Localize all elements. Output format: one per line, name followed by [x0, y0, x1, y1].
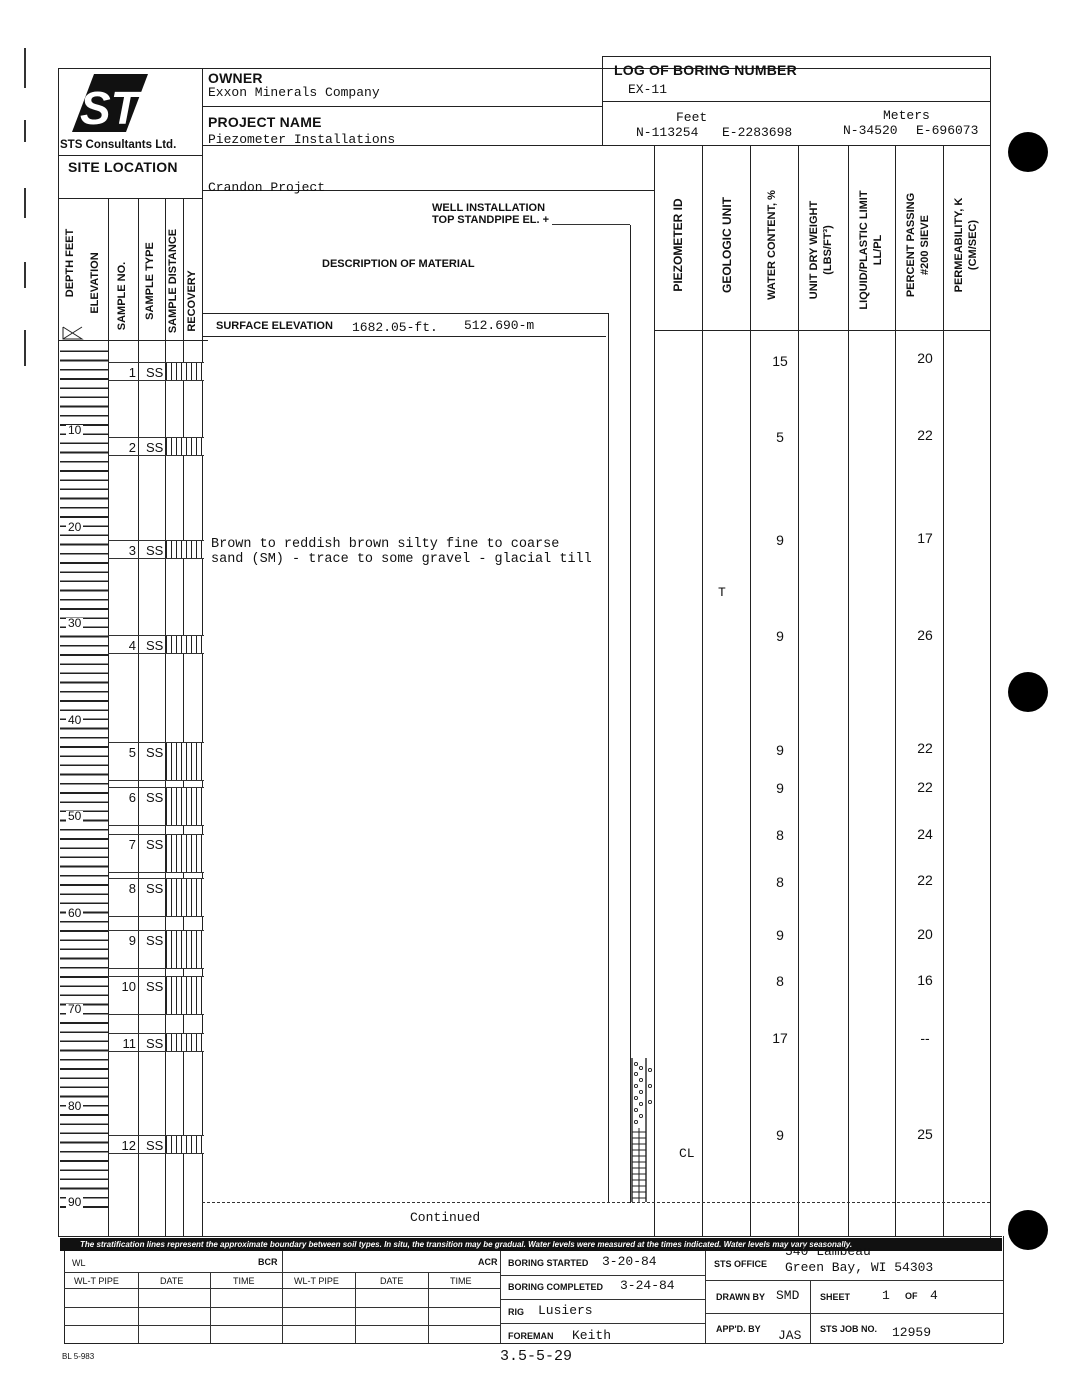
form-code: BL 5-983: [62, 1352, 95, 1361]
sts-office-line-2: Green Bay, WI 54303: [785, 1260, 934, 1275]
foreman-label: FOREMAN: [508, 1331, 554, 1341]
rig-label: RIG: [508, 1307, 525, 1317]
water-content-value: 5: [776, 429, 784, 445]
surface-elevation-m: 512.690-m: [464, 318, 535, 333]
sample-type: SS: [146, 979, 164, 994]
meters-label: Meters: [883, 108, 930, 123]
sample-recovery-hatch: [166, 1034, 204, 1051]
boring-started-value: 3-20-84: [602, 1254, 657, 1269]
owner-value: Exxon Minerals Company: [208, 85, 380, 100]
percent-passing-value: 22: [917, 779, 933, 795]
meters-east: E-696073: [916, 123, 979, 138]
water-content-value: 8: [776, 827, 784, 843]
sts-office-line-1: 540 Lambeau: [785, 1244, 871, 1259]
sample-type: SS: [146, 440, 164, 455]
of-label: OF: [905, 1291, 918, 1301]
bcr-label: BCR: [258, 1257, 278, 1267]
percent-passing-value: --: [920, 1030, 930, 1046]
water-content-value: 9: [776, 780, 784, 796]
sample-recovery-hatch: [166, 931, 204, 968]
percent-passing-value: 25: [917, 1126, 933, 1142]
boring-completed-value: 3-24-84: [620, 1278, 675, 1293]
depth-tick-label: 70: [68, 1002, 82, 1016]
feet-north: N-113254: [636, 125, 699, 140]
col-recovery: RECOVERY: [186, 270, 198, 332]
project-label: PROJECT NAME: [208, 114, 322, 130]
col-percent-passing: PERCENT PASSING: [905, 192, 917, 298]
binding-mark: [24, 262, 26, 288]
description-line-1: Brown to reddish brown silty fine to coarse: [211, 537, 560, 552]
drawn-by-value: SMD: [776, 1288, 800, 1303]
acr-label: ACR: [478, 1257, 498, 1267]
sample-number: 6: [128, 790, 136, 805]
depth-tick-label: 60: [68, 905, 82, 920]
col-description: DESCRIPTION OF MATERIAL: [322, 258, 475, 270]
sample-number: 7: [128, 837, 136, 852]
footer-disclaimer: The stratification lines represent the approximate boundary between soil types. In situ, the transition may be gradual. Water levels were measured at the times indicated. Water levels may vary seasonally.: [60, 1238, 1002, 1251]
sample-recovery-hatch: [166, 835, 204, 872]
water-content-value: 9: [776, 532, 784, 548]
of-value: 4: [930, 1288, 938, 1303]
depth-ticks: [62, 0, 108, 1380]
col-depth: DEPTH FEET: [64, 228, 76, 298]
sample-number: 10: [121, 979, 136, 994]
drawn-by-label: DRAWN BY: [716, 1292, 765, 1302]
appd-by-label: APP'D. BY: [716, 1324, 761, 1334]
appd-by-value: JAS: [778, 1328, 802, 1343]
feet-label: Feet: [676, 110, 708, 125]
piezometer-id-value: CL: [679, 1146, 695, 1161]
sample-number: 12: [121, 1138, 136, 1153]
binding-mark: [24, 48, 26, 88]
depth-tick-label: 50: [68, 809, 82, 823]
percent-passing-value: 22: [917, 427, 933, 443]
foreman-value: Keith: [572, 1328, 612, 1343]
site-label: SITE LOCATION: [68, 159, 178, 175]
date-label-2: DATE: [380, 1276, 404, 1286]
col-sample-type: SAMPLE TYPE: [144, 242, 156, 320]
col-unit-dry-weight: UNIT DRY WEIGHT: [808, 200, 820, 300]
depth-tick-label: 40: [68, 712, 82, 727]
sample-recovery-hatch: [166, 788, 204, 825]
feet-east: E-2283698: [722, 125, 793, 140]
svg-text:STS: STS: [80, 82, 170, 134]
well-screen-icon: [626, 1058, 656, 1202]
col-elevation: ELEVATION: [89, 252, 101, 314]
geologic-unit-value: T: [718, 585, 726, 600]
sample-type: SS: [146, 790, 164, 805]
top-standpipe-label: TOP STANDPIPE EL. +: [432, 214, 550, 226]
sample-number: 11: [122, 1036, 136, 1051]
col-sample-no: SAMPLE NO.: [116, 261, 128, 331]
meters-north: N-34520: [843, 123, 898, 138]
log-label: LOG OF BORING NUMBER: [614, 62, 797, 78]
percent-passing-value: 16: [917, 972, 933, 988]
sample-recovery-hatch: [166, 363, 204, 380]
job-no-label: STS JOB NO.: [820, 1324, 878, 1334]
project-value: Piezometer Installations: [208, 132, 396, 147]
wl-label: WL: [72, 1258, 86, 1268]
date-label-1: DATE: [160, 1276, 184, 1286]
depth-tick-label: 80: [68, 1098, 82, 1113]
col-liquid-plastic: LIQUID/PLASTIC LIMIT: [858, 190, 870, 310]
sample-recovery-hatch: [166, 977, 204, 1014]
percent-passing-value: 20: [917, 926, 933, 942]
percent-passing-value: 20: [917, 350, 933, 366]
binding-mark: [24, 330, 26, 366]
sample-number: 2: [128, 440, 136, 455]
col-unit-dry-weight-units: (LBS/FT³): [822, 225, 834, 275]
col-permeability-units: (CM/SEC): [967, 219, 979, 271]
depth-tick-label: 20: [68, 519, 82, 534]
binding-mark: [24, 188, 26, 218]
sample-type: SS: [146, 365, 164, 380]
col-percent-passing-sieve: #200 SIEVE: [919, 215, 931, 275]
sheet-value: 1: [882, 1288, 890, 1303]
percent-passing-value: 22: [917, 872, 933, 888]
sample-type: SS: [146, 638, 164, 653]
sample-type: SS: [146, 745, 164, 760]
description-line-2: sand (SM) - trace to some gravel - glacial till: [211, 552, 592, 567]
company-name: STS Consultants Ltd.: [60, 139, 177, 151]
col-geologic-unit: GEOLOGIC UNIT: [720, 197, 734, 293]
sample-type: SS: [146, 837, 164, 852]
water-content-value: 9: [776, 742, 784, 758]
sample-type: SS: [146, 933, 164, 948]
depth-tick-label: 30: [68, 616, 82, 630]
continued-label: Continued: [410, 1210, 481, 1225]
depth-tick-label: 90: [68, 1195, 82, 1209]
owner-label: OWNER: [208, 70, 263, 86]
well-installation-label: WELL INSTALLATION: [432, 202, 546, 214]
water-content-value: 8: [776, 973, 784, 989]
percent-passing-value: 24: [917, 826, 933, 842]
water-content-value: 17: [772, 1030, 788, 1046]
sample-recovery-hatch: [166, 541, 204, 558]
col-permeability: PERMEABILITY, K: [953, 197, 965, 293]
sample-number: 9: [128, 933, 136, 948]
sample-type: SS: [146, 543, 164, 558]
sheet-label: SHEET: [820, 1292, 851, 1302]
surface-elevation-label: SURFACE ELEVATION: [216, 320, 333, 332]
col-water-content: WATER CONTENT, %: [766, 190, 778, 300]
punch-hole-bottom: [1008, 1210, 1048, 1250]
site-value: Crandon Project: [208, 180, 326, 195]
water-content-value: 15: [772, 353, 788, 369]
sample-recovery-hatch: [166, 438, 204, 455]
sample-recovery-hatch: [166, 743, 204, 780]
job-no-value: 12959: [892, 1325, 932, 1340]
sts-office-label: STS OFFICE: [714, 1259, 768, 1269]
wlt-pipe-label-2: WL-T PIPE: [294, 1276, 339, 1286]
water-content-value: 9: [776, 1127, 784, 1143]
boring-completed-label: BORING COMPLETED: [508, 1282, 604, 1292]
sample-number: 5: [128, 745, 136, 760]
percent-passing-value: 26: [917, 627, 933, 643]
sample-type: SS: [146, 1138, 164, 1153]
col-liquid-plastic-units: LL/PL: [872, 234, 884, 266]
water-content-value: 8: [776, 874, 784, 890]
binding-mark: [24, 120, 26, 142]
sample-recovery-hatch: [166, 1136, 204, 1153]
sample-type: SS: [146, 881, 164, 896]
boring-started-label: BORING STARTED: [508, 1258, 589, 1268]
rig-value: Lusiers: [538, 1303, 593, 1318]
surface-elevation-ft: 1682.05-ft.: [352, 320, 438, 335]
percent-passing-value: 17: [917, 530, 933, 546]
wlt-pipe-label-1: WL-T PIPE: [74, 1276, 119, 1286]
punch-hole-middle: [1008, 672, 1048, 712]
col-piezometer-id: PIEZOMETER ID: [671, 198, 685, 292]
sample-number: 8: [128, 881, 136, 896]
sample-number: 1: [128, 365, 136, 380]
water-content-value: 9: [776, 927, 784, 943]
time-label-2: TIME: [450, 1276, 472, 1286]
water-content-value: 9: [776, 628, 784, 644]
sample-recovery-hatch: [166, 636, 204, 653]
sample-number: 3: [128, 543, 136, 558]
sample-type: SS: [146, 1036, 164, 1051]
sample-recovery-hatch: [166, 879, 204, 916]
depth-tick-label: 10: [68, 423, 82, 437]
time-label-1: TIME: [233, 1276, 255, 1286]
page-number: 3.5-5-29: [500, 1348, 573, 1365]
punch-hole-top: [1008, 132, 1048, 172]
col-sample-distance: SAMPLE DISTANCE: [167, 228, 179, 334]
sample-number: 4: [128, 638, 136, 653]
percent-passing-value: 22: [917, 740, 933, 756]
log-value: EX-11: [628, 82, 668, 97]
